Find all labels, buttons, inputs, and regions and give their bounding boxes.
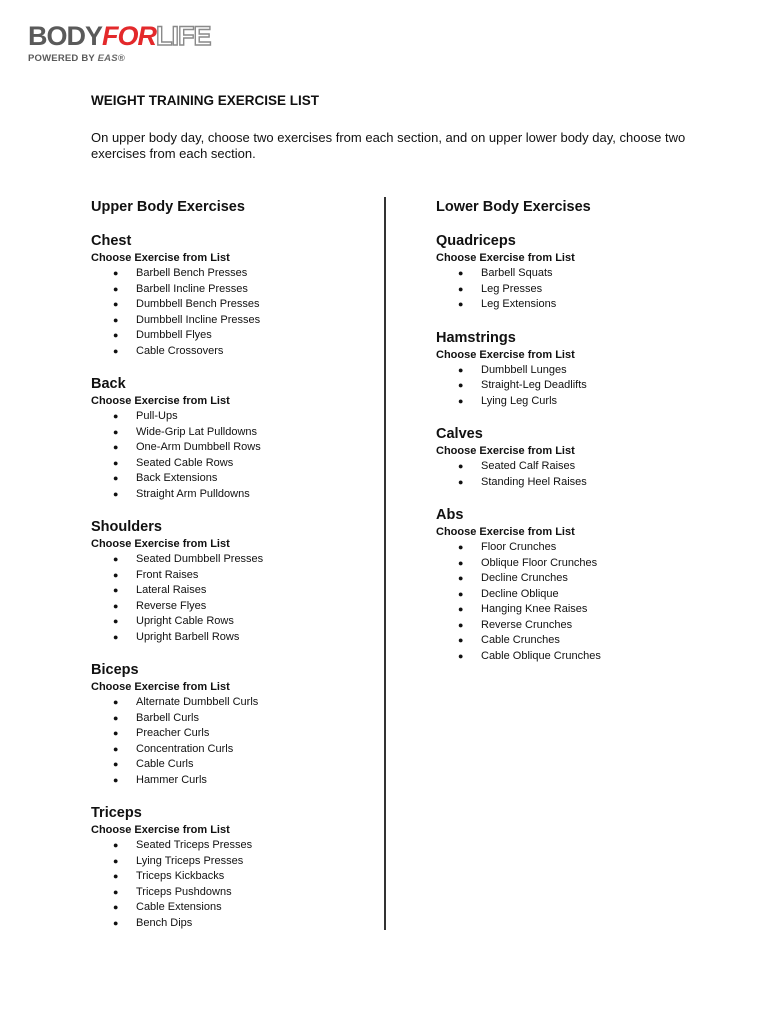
exercise-item xyxy=(91,344,376,360)
exercise-name: Decline Oblique xyxy=(481,587,559,600)
bullet-icon: ● xyxy=(458,395,464,406)
exercise-name: Leg Presses xyxy=(481,282,543,295)
exercise-name: Dumbbell Bench Presses xyxy=(136,298,260,310)
exercise-item xyxy=(91,885,376,901)
bullet-icon: ● xyxy=(458,380,464,390)
exercise-name: One-Arm Dumbbell Rows xyxy=(136,441,261,453)
exercise-name: Lying Leg Curls xyxy=(481,394,558,407)
exercise-name: Reverse Flyes xyxy=(136,599,207,612)
exercise-item xyxy=(91,282,376,298)
exercise-item xyxy=(91,900,376,916)
section-heading: Triceps xyxy=(91,805,142,821)
exercise-item xyxy=(436,571,736,587)
exercise-name: Straight Arm Pulldowns xyxy=(136,487,250,500)
exercise-item xyxy=(436,475,736,491)
exercise-item xyxy=(436,633,736,649)
logo-tagline xyxy=(28,53,211,64)
exercise-name: Cable Oblique Crunches xyxy=(481,649,601,662)
exercise-item xyxy=(91,297,376,313)
exercise-item xyxy=(91,568,376,584)
bullet-icon: ● xyxy=(113,488,119,499)
section-triceps xyxy=(91,804,376,931)
exercise-name: Cable Extensions xyxy=(136,901,222,913)
exercise-item xyxy=(436,459,736,475)
exercise-list xyxy=(91,695,376,788)
section-shoulders xyxy=(91,518,376,645)
exercise-list xyxy=(91,409,376,502)
exercise-name: Cable Curls xyxy=(136,758,194,770)
exercise-item xyxy=(91,599,376,615)
exercise-list xyxy=(436,459,736,490)
exercise-item xyxy=(91,630,376,646)
exercise-item xyxy=(91,773,376,789)
bullet-icon: ● xyxy=(113,345,119,356)
bullet-icon: ● xyxy=(458,364,464,375)
exercise-item xyxy=(91,742,376,758)
exercise-name: Front Raises xyxy=(136,568,199,581)
bullet-icon: ● xyxy=(113,759,119,769)
bullet-icon: ● xyxy=(458,635,464,645)
exercise-name: Cable Crunches xyxy=(481,634,560,646)
bullet-icon: ● xyxy=(113,871,119,881)
exercise-name: Straight-Leg Deadlifts xyxy=(481,379,587,391)
bullet-icon: ● xyxy=(113,283,119,294)
bullet-icon: ● xyxy=(458,619,464,630)
exercise-name: Alternate Dumbbell Curls xyxy=(136,696,259,708)
logo-life-text: LIFE xyxy=(156,21,211,51)
intro-paragraph: On upper body day, choose two exercises from each section, and on upper lower body day, choose two exercises from each section. xyxy=(91,130,686,161)
exercise-item xyxy=(91,440,376,456)
exercise-list xyxy=(91,266,376,359)
exercise-item xyxy=(436,556,736,572)
bullet-icon: ● xyxy=(113,616,119,626)
exercise-name: Lying Triceps Presses xyxy=(136,854,244,867)
exercise-item xyxy=(91,266,376,282)
bullet-icon: ● xyxy=(113,442,119,452)
exercise-name: Seated Triceps Presses xyxy=(136,839,253,851)
upper-body-sections xyxy=(91,232,376,931)
exercise-name: Seated Calf Raises xyxy=(481,460,576,472)
lower-body-heading: Lower Body Exercises xyxy=(436,199,591,215)
bullet-icon: ● xyxy=(458,542,464,552)
exercise-name: Cable Crossovers xyxy=(136,344,224,357)
exercise-item xyxy=(436,602,736,618)
exercise-item xyxy=(91,456,376,472)
exercise-item xyxy=(436,540,736,556)
exercise-name: Barbell Bench Presses xyxy=(136,267,248,279)
exercise-item xyxy=(91,425,376,441)
logo-for-text: FOR xyxy=(102,21,157,51)
bullet-icon: ● xyxy=(113,902,119,912)
choose-label: Choose Exercise from List xyxy=(91,824,230,836)
bullet-icon: ● xyxy=(113,728,119,738)
exercise-name: Barbell Squats xyxy=(481,267,553,279)
bullet-icon: ● xyxy=(113,473,119,483)
exercise-list xyxy=(436,540,736,664)
bullet-icon: ● xyxy=(113,411,119,421)
bullet-icon: ● xyxy=(458,299,464,309)
exercise-name: Triceps Pushdowns xyxy=(136,885,232,898)
exercise-list xyxy=(436,266,736,313)
upper-body-heading: Upper Body Exercises xyxy=(91,199,245,215)
bullet-icon: ● xyxy=(113,886,119,897)
bullet-icon: ● xyxy=(113,569,119,580)
bullet-icon: ● xyxy=(113,774,119,785)
choose-label: Choose Exercise from List xyxy=(436,252,575,264)
exercise-item xyxy=(91,695,376,711)
exercise-item xyxy=(436,282,736,298)
exercise-name: Decline Crunches xyxy=(481,572,568,584)
bullet-icon: ● xyxy=(458,461,464,471)
exercise-list xyxy=(91,838,376,931)
bullet-icon: ● xyxy=(113,917,119,928)
bullet-icon: ● xyxy=(113,855,119,866)
bullet-icon: ● xyxy=(113,426,119,437)
exercise-item xyxy=(91,583,376,599)
section-heading: Shoulders xyxy=(91,519,162,535)
bullet-icon: ● xyxy=(113,314,119,325)
exercise-item xyxy=(91,838,376,854)
section-heading: Hamstrings xyxy=(436,329,516,346)
bullet-icon: ● xyxy=(113,299,119,309)
exercise-item xyxy=(436,649,736,665)
exercise-item xyxy=(91,487,376,503)
choose-label: Choose Exercise from List xyxy=(436,348,575,361)
exercise-item xyxy=(91,869,376,885)
exercise-item xyxy=(91,614,376,630)
bullet-icon: ● xyxy=(458,650,464,661)
bullet-icon: ● xyxy=(458,476,464,487)
section-chest xyxy=(91,232,376,359)
bullet-icon: ● xyxy=(113,712,119,723)
bullet-icon: ● xyxy=(113,554,119,564)
bullet-icon: ● xyxy=(113,631,119,642)
exercise-item xyxy=(91,328,376,344)
exercise-name: Back Extensions xyxy=(136,472,218,484)
exercise-name: Hanging Knee Raises xyxy=(481,603,588,615)
exercise-name: Hammer Curls xyxy=(136,773,207,786)
bullet-icon: ● xyxy=(113,840,119,850)
section-heading: Chest xyxy=(91,233,132,249)
section-quadriceps xyxy=(436,232,736,313)
section-biceps xyxy=(91,661,376,788)
exercise-name: Upright Barbell Rows xyxy=(136,630,240,643)
lower-body-column xyxy=(436,198,736,664)
section-heading: Back xyxy=(91,376,126,392)
exercise-item xyxy=(436,587,736,603)
logo-body-text: BODY xyxy=(28,21,103,51)
exercise-name: Triceps Kickbacks xyxy=(136,870,225,882)
exercise-item xyxy=(91,726,376,742)
exercise-name: Dumbbell Lunges xyxy=(481,363,567,376)
exercise-name: Oblique Floor Crunches xyxy=(481,556,598,569)
choose-label: Choose Exercise from List xyxy=(436,445,575,457)
exercise-name: Dumbbell Flyes xyxy=(136,329,212,341)
exercise-name: Seated Cable Rows xyxy=(136,456,234,469)
exercise-item xyxy=(91,757,376,773)
choose-label: Choose Exercise from List xyxy=(91,395,230,407)
exercise-name: Dumbbell Incline Presses xyxy=(136,313,261,326)
section-abs xyxy=(436,506,736,664)
bullet-icon: ● xyxy=(458,573,464,583)
section-back xyxy=(91,375,376,502)
section-heading: Quadriceps xyxy=(436,233,516,249)
logo-powered-by: POWERED BY xyxy=(28,53,95,64)
exercise-name: Preacher Curls xyxy=(136,727,210,739)
exercise-item xyxy=(91,711,376,727)
choose-label: Choose Exercise from List xyxy=(91,681,230,693)
section-heading: Abs xyxy=(436,507,464,523)
exercise-item xyxy=(436,378,736,394)
exercise-item xyxy=(436,363,736,379)
bullet-icon: ● xyxy=(113,457,119,468)
exercise-item xyxy=(91,916,376,932)
bullet-icon: ● xyxy=(113,600,119,611)
exercise-name: Barbell Curls xyxy=(136,711,199,724)
bullet-icon: ● xyxy=(458,588,464,599)
logo-wordmark xyxy=(28,22,211,50)
bullet-icon: ● xyxy=(113,330,119,340)
exercise-item xyxy=(91,552,376,568)
bullet-icon: ● xyxy=(458,557,464,568)
exercise-item xyxy=(91,471,376,487)
section-heading: Biceps xyxy=(91,662,139,678)
choose-label: Choose Exercise from List xyxy=(436,526,575,538)
exercise-name: Seated Dumbbell Presses xyxy=(136,553,264,565)
exercise-name: Bench Dips xyxy=(136,916,193,929)
page-title: WEIGHT TRAINING EXERCISE LIST xyxy=(91,93,320,108)
exercise-item xyxy=(436,618,736,634)
bullet-icon: ● xyxy=(458,604,464,614)
exercise-name: Wide-Grip Lat Pulldowns xyxy=(136,425,258,438)
choose-label: Choose Exercise from List xyxy=(91,538,230,550)
exercise-item xyxy=(436,266,736,282)
bullet-icon: ● xyxy=(113,697,119,707)
lower-body-sections xyxy=(436,232,736,664)
exercise-item xyxy=(91,409,376,425)
column-divider xyxy=(384,197,386,930)
exercise-name: Leg Extensions xyxy=(481,298,557,310)
exercise-item xyxy=(436,394,736,410)
upper-body-column xyxy=(91,198,376,931)
section-hamstrings xyxy=(436,329,736,410)
exercise-list xyxy=(91,552,376,645)
bullet-icon: ● xyxy=(458,268,464,278)
bullet-icon: ● xyxy=(458,283,464,294)
exercise-name: Reverse Crunches xyxy=(481,618,573,631)
exercise-item xyxy=(436,297,736,313)
logo-eas: EAS® xyxy=(97,53,125,64)
exercise-name: Barbell Incline Presses xyxy=(136,282,248,295)
exercise-name: Lateral Raises xyxy=(136,584,207,596)
exercise-name: Standing Heel Raises xyxy=(481,475,587,488)
exercise-list xyxy=(436,363,736,410)
bullet-icon: ● xyxy=(113,585,119,595)
exercise-item xyxy=(91,854,376,870)
bullet-icon: ● xyxy=(113,743,119,754)
body-for-life-logo xyxy=(28,22,211,64)
exercise-name: Floor Crunches xyxy=(481,541,557,553)
exercise-name: Pull-Ups xyxy=(136,410,178,422)
bullet-icon: ● xyxy=(113,268,119,278)
section-heading: Calves xyxy=(436,426,483,442)
choose-label: Choose Exercise from List xyxy=(91,252,230,264)
exercise-item xyxy=(91,313,376,329)
exercise-name: Upright Cable Rows xyxy=(136,615,234,627)
section-calves xyxy=(436,425,736,490)
exercise-name: Concentration Curls xyxy=(136,742,234,755)
